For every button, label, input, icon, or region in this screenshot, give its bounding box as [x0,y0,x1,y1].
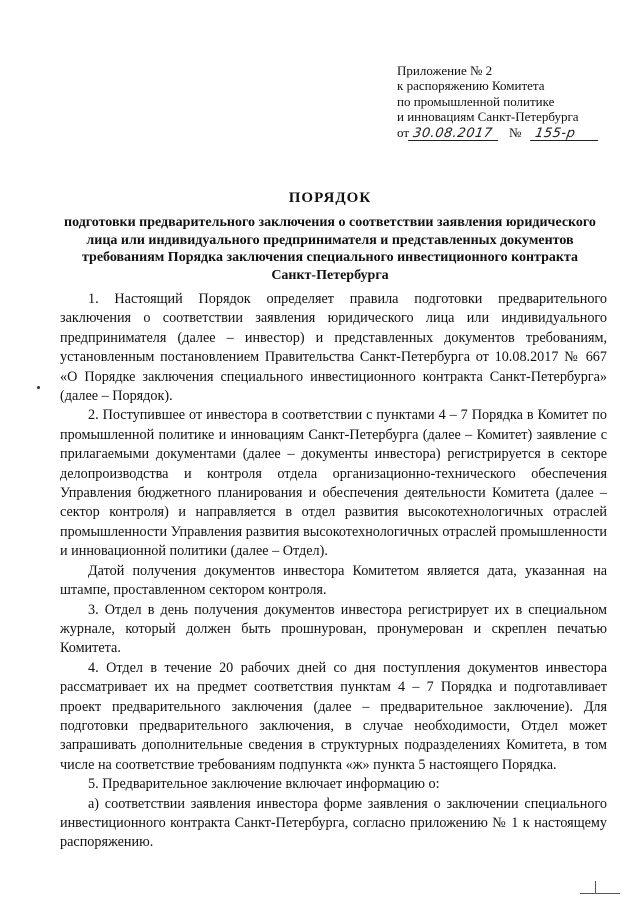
annex-header [397,63,629,141]
annex-line-4: и инновациям Санкт-Петербурга [397,109,579,125]
paragraph-1: 1. Настоящий Порядок определяет правила подготовки предварительного заключения о соответствии заявления юридического лица или индивидуального предпринимателя (далее – инвестор) и представленных документов требованиям, установленным постановлением Правительства Санкт-Петербурга от 10.08.2017 № 667 «О Порядке заключения специального инвестиционного контракта Санкт-Петербурга» (далее – Порядок). [60,291,607,405]
annex-line-1: Приложение № 2 [397,63,493,78]
scan-edge-mark [595,881,596,893]
paragraph-5a: а) соответствии заявления инвестора форме заявления о заключении специального инвестиционного контракта Санкт-Петербурга, согласно приложению № 1 к настоящему распоряжению. [60,795,607,851]
document-title-main: ПОРЯДОК [288,190,372,206]
paragraph-2: 2. Поступившее от инвестора в соответствии с пунктами 4 – 7 Порядка в Комитет по промышленной политике и инновациям Санкт-Петербурга (далее – Комитет) заявление с прилагаемыми документами (далее – документы инвестора) регистрируется в секторе делопроизводства и контроля отдела организационно-технического обеспечения Управления бюджетного планирования и обеспечения деятельности Комитета (далее – сектор контроля) и направляется в отдел развития высокотехнологичных отраслей промышленности Управления развития высокотехнологичных отраслей промышленности и инновационной политики (далее – Отдел). [60,407,607,560]
document-body [60,290,607,853]
annex-from-prefix: от [397,124,410,140]
document-title-subtitle: подготовки предварительного заключения о соответствии заявления юридического лица или индивидуального предпринимателя и представленных документов требованиям Порядка заключения специального инвестиционного контракта Санкт-Петербурга [64,215,596,283]
annex-number-sign: № [509,124,522,140]
document-title [60,189,600,284]
paragraph-4: 4. Отдел в течение 20 рабочих дней со дня поступления документов инвестора рассматривает их на предмет соответствия пунктам 4 – 7 Порядка и подготавливает проект предварительного заключения (далее – предварительное заключение). Для подготовки предварительного заключения, в случае необходимости, Отдел может запрашивать дополнительные сведения в структурных подразделениях Комитета, в том числе на соответствие требованиям подпункта «ж» пункта 5 настоящего Порядка. [60,659,607,773]
paragraph-3: 3. Отдел в день получения документов инвестора регистрирует их в специальном журнале, который должен быть прошнурован, пронумерован и скреплен печатью Комитета. [60,601,607,657]
scan-dot-mark [37,386,40,389]
scan-edge-line [580,893,620,894]
annex-handwritten-date: 30.08.2017 [408,127,500,141]
annex-line-3: по промышленной политике [397,93,555,109]
annex-handwritten-number: 155-р [530,127,600,141]
annex-date-number-line [397,125,629,141]
paragraph-5: 5. Предварительное заключение включает информацию о: [88,776,440,793]
paragraph-2-note: Датой получения документов инвестора Комитетом является дата, указанная на штампе, проставленном сектором контроля. [60,562,607,599]
annex-line-2: к распоряжению Комитета [397,78,545,94]
